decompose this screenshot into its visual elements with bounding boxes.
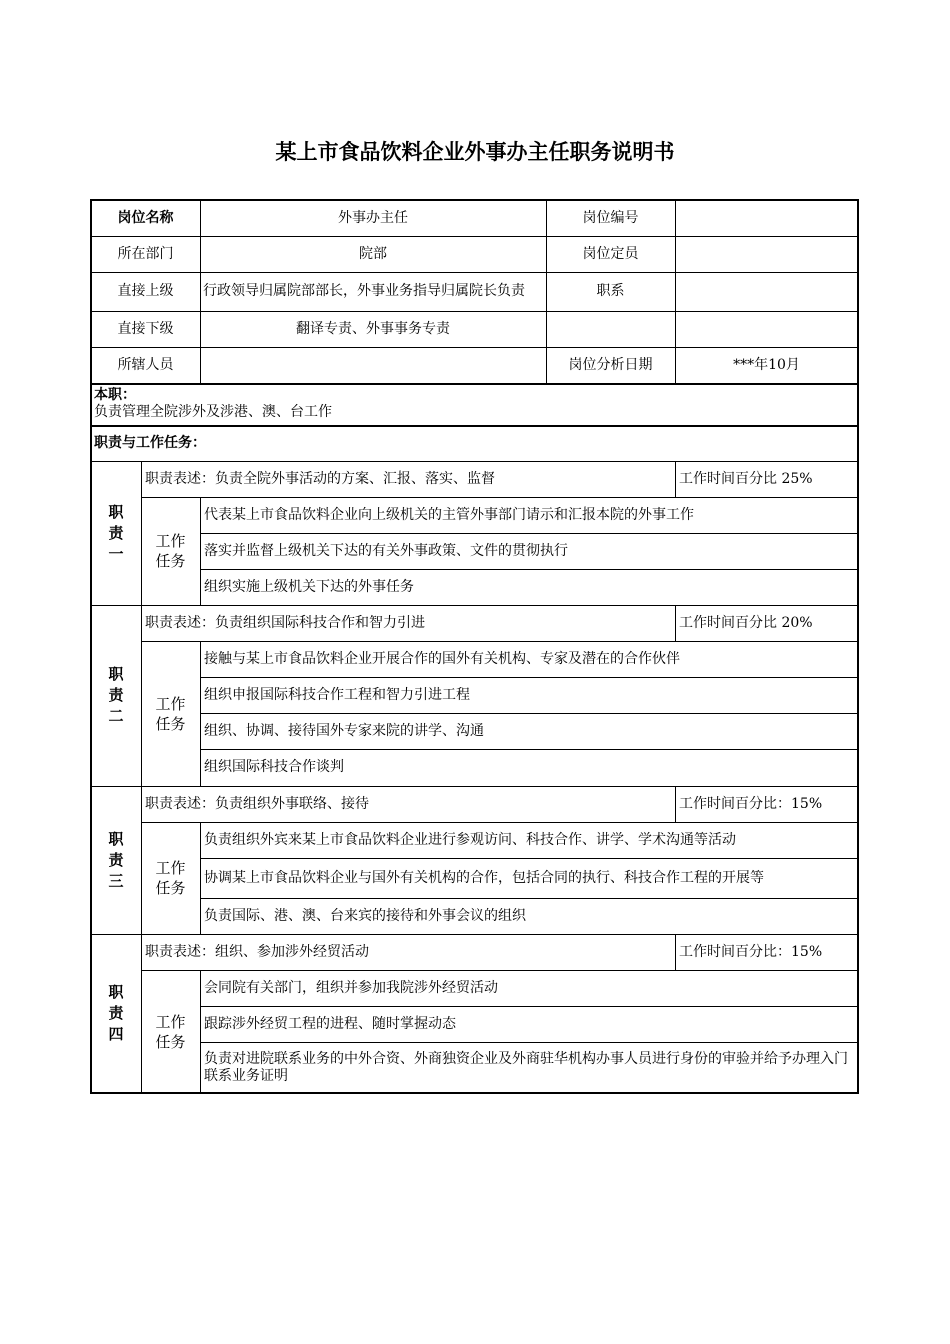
table-rule [91,236,858,237]
table-rule [200,200,201,383]
table-rule [200,749,858,750]
table-rule [200,533,858,534]
table-rule [141,934,142,1093]
header-value: 外事办主任 [338,209,408,226]
duty-time-percentage: 工作时间百分比：15% [679,795,823,812]
table-rule [675,461,676,497]
task-item: 代表某上市食品饮料企业向上级机关的主管外事部门请示和汇报本院的外事工作 [204,506,694,523]
task-item: 负责组织外宾来某上市食品饮料企业进行参观访问、科技合作、讲学、学术沟通等活动 [204,831,736,848]
duty-summary-label: 本职： [94,387,136,403]
table-rule [200,713,858,714]
duty-name [91,461,141,605]
table-border-top [91,199,859,201]
document-title: 某上市食品饮料企业外事办主任职务说明书 [275,140,675,164]
task-label-line: 工作 [155,532,186,550]
task-item: 协调某上市食品饮料企业与国外有关机构的合作，包括合同的执行、科技合作工程的开展等 [204,869,764,886]
task-item: 组织、协调、接待国外专家来院的讲学、沟通 [204,722,484,739]
task-item: 落实并监督上级机关下达的有关外事政策、文件的贯彻执行 [204,542,568,559]
header-label: 岗位名称 [117,209,174,226]
task-label-line: 工作 [155,859,186,877]
table-rule [675,786,676,822]
duty-name-char: 职 [108,665,124,683]
table-rule [200,1042,858,1043]
table-rule [675,934,676,970]
duty-name [91,934,141,1093]
table-rule [675,200,676,383]
header-label: 岗位定员 [582,245,639,262]
task-item: 组织国际科技合作谈判 [204,759,344,775]
table-rule [200,677,858,678]
task-item: 组织实施上级机关下达的外事任务 [204,578,414,595]
task-label [141,822,200,934]
duty-name-char: 一 [108,544,124,563]
duty-name-char: 三 [108,871,124,890]
duty-name-char: 二 [108,707,124,725]
header-value [200,347,546,383]
task-label-line: 任务 [155,1032,186,1051]
table-rule [91,347,858,348]
duty-name-char: 责 [108,523,124,542]
header-label: 直接上级 [117,283,174,299]
duties-section-label: 职责与工作任务： [94,434,206,451]
task-item: 会同院有关部门，组织并参加我院涉外经贸活动 [204,979,498,996]
task-label-line: 工作 [155,1012,186,1031]
table-rule [200,497,201,605]
table-rule [200,858,858,859]
header-value [675,236,858,272]
task-item: 接触与某上市食品饮料企业开展合作的国外有关机构、专家及潜在的合作伙伴 [204,650,680,667]
table-border-bottom [91,1092,859,1094]
task-label-line: 任务 [155,714,186,733]
duty-description: 职责表述：负责组织国际科技合作和智力引进 [145,614,425,631]
table-rule [200,822,201,934]
table-rule [141,641,858,642]
header-value: 翻译专责、外事事务专责 [296,320,450,337]
task-item: 跟踪涉外经贸工程的进程、随时掌握动态 [204,1015,456,1032]
table-rule [200,898,858,899]
header-value: 行政领导归属院部部长，外事业务指导归属院长负责 [203,283,525,299]
table-rule [141,605,142,786]
task-label-line: 工作 [155,694,186,713]
duty-description: 职责表述：负责全院外事活动的方案、汇报、落实、监督 [145,470,495,487]
duty-name-char: 职 [108,829,124,848]
duty-description: 职责表述：组织、参加涉外经贸活动 [145,943,369,960]
table-border-right [857,199,859,1094]
table-rule [141,822,858,823]
task-label [141,970,200,1093]
header-label: 职系 [596,283,625,299]
table-rule [546,200,547,383]
header-label: 直接下级 [117,320,174,337]
task-label [141,641,200,786]
duty-name-char: 责 [108,686,124,704]
task-label-line: 任务 [155,879,186,897]
duty-name-char: 责 [108,850,124,869]
header-label: 岗位编号 [582,209,639,226]
header-value [675,200,858,236]
table-rule [141,461,142,605]
duty-name-char: 职 [108,502,124,521]
table-rule [91,311,858,312]
duty-name [91,786,141,934]
table-rule [141,786,142,934]
task-label [141,497,200,605]
table-rule [91,272,858,273]
task-label-line: 任务 [155,552,186,570]
header-label: 岗位分析日期 [568,356,653,373]
duty-time-percentage: 工作时间百分比 20% [679,614,813,631]
duty-name [91,605,141,786]
table-rule [200,1006,858,1007]
duty-description: 职责表述：负责组织外事联络、接待 [145,795,369,812]
header-label: 所辖人员 [117,356,174,373]
table-rule [675,605,676,641]
table-rule [141,970,858,971]
duty-time-percentage: 工作时间百分比 25% [679,470,813,487]
table-rule [200,641,201,786]
task-item: 负责国际、港、澳、台来宾的接待和外事会议的组织 [204,907,526,924]
table-rule [200,970,201,1093]
duty-name-char: 责 [108,1004,124,1022]
header-label: 所在部门 [117,245,174,262]
duty-name-char: 职 [108,983,124,1001]
duty-time-percentage: 工作时间百分比：15% [679,943,823,960]
header-value: ***年10月 [733,356,800,373]
task-item: 负责对进院联系业务的中外合资、外商独资企业及外商驻华机构办事人员进行身份的审验并给予办理入门联系业务证明 [204,1050,848,1084]
duty-summary-text: 负责管理全院涉外及涉港、澳、台工作 [94,404,332,420]
table-border-left [90,199,92,1094]
task-item: 组织申报国际科技合作工程和智力引进工程 [204,686,470,703]
header-value [675,272,858,311]
table-rule [141,497,858,498]
duty-name-char: 四 [108,1025,124,1043]
table-rule [91,383,859,385]
table-rule [200,569,858,570]
header-value: 院部 [359,245,387,262]
